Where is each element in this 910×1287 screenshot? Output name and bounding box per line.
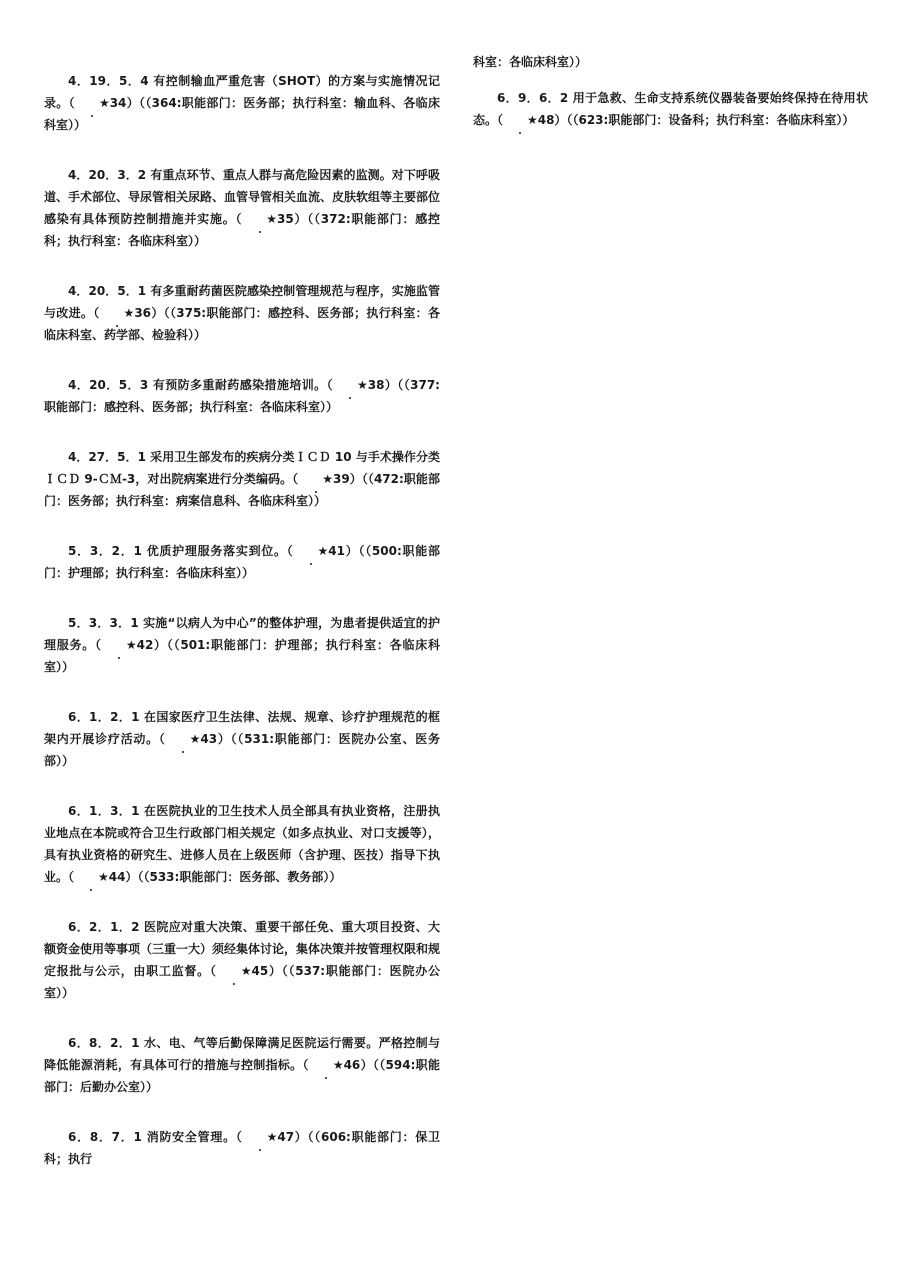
item-text: 4．19．5．4 有控制输血严重危害（SHOT）的方案与实施情况记录。（ bbox=[44, 74, 440, 110]
star-icon: ★ bbox=[503, 109, 538, 131]
star-icon: ★ bbox=[298, 468, 333, 490]
item-text: 6．1．2．1 在国家医疗卫生法律、法规、规章、诊疗护理规范的框架内开展诊疗活动。（ bbox=[44, 710, 440, 746]
standard-item bbox=[44, 164, 440, 252]
item-reference: 38）（（377:职能部门：感控科、医务部；执行科室：各临床科室）） bbox=[44, 378, 440, 414]
standard-item bbox=[44, 612, 440, 678]
star-icon: ★ bbox=[75, 92, 110, 114]
standard-item bbox=[44, 916, 440, 1004]
standard-item bbox=[44, 70, 440, 136]
item-reference: 39）（（472:职能部门：医务部；执行科室：病案信息科、各临床科室）） bbox=[44, 472, 440, 508]
star-icon: ★ bbox=[166, 728, 201, 750]
item-text: 6．9．6．2 用于急救、生命支持系统仪器装备要始终保持在待用状态。（ bbox=[473, 91, 868, 127]
item-reference: 36）（（375:职能部门：感控科、医务部；执行科室：各临床科室、药学部、检验科）） bbox=[44, 306, 440, 342]
star-icon: ★ bbox=[309, 1054, 344, 1076]
star-icon: ★ bbox=[243, 1126, 278, 1148]
standard-item bbox=[44, 1126, 440, 1170]
item-reference: 46）（（594:职能部门：后勤办公室）） bbox=[44, 1058, 440, 1094]
item-text: 6．1．3．1 在医院执业的卫生技术人员全部具有执业资格，注册执业地点在本院或符合卫生行政部门相关规定（如多点执业、对口支援等），具有执业资格的研究生、进修人员在上级医师（含护理、医技）指导下执业。（ bbox=[44, 804, 440, 884]
continuation-text: 科室：各临床科室）） bbox=[473, 55, 588, 69]
star-icon: ★ bbox=[242, 208, 277, 230]
standard-item bbox=[44, 1032, 440, 1098]
standard-item bbox=[44, 540, 440, 584]
left-column bbox=[44, 70, 440, 1198]
item-reference: 43）（（531:职能部门：医院办公室、医务部）） bbox=[44, 732, 440, 768]
standard-item bbox=[473, 87, 868, 131]
standard-item bbox=[44, 446, 440, 512]
item-reference: 45）（（537:职能部门：医院办公室）） bbox=[44, 964, 440, 1000]
item-reference: 35）（（372:职能部门：感控科；执行科室：各临床科室）） bbox=[44, 212, 440, 248]
item-reference: 47）（（606:职能部门：保卫科；执行 bbox=[44, 1130, 440, 1166]
item-reference: 42）（（501:职能部门：护理部；执行科室：各临床科室）） bbox=[44, 638, 440, 674]
item-text: 4．27．5．1 采用卫生部发布的疾病分类ＩＣＤ 10 与手术操作分类ＩＣＤ 9-ＣＭ-3，对出院病案进行分类编码。（ bbox=[44, 450, 440, 486]
item-text: 4．20．5．3 有预防多重耐药感染措施培训。（ bbox=[68, 378, 334, 392]
item-reference: 34）（（364:职能部门：医务部；执行科室：输血科、各临床科室）） bbox=[44, 96, 440, 132]
star-icon: ★ bbox=[294, 540, 329, 562]
standard-item bbox=[44, 800, 440, 888]
star-icon: ★ bbox=[102, 634, 137, 656]
item-text: 6．8．7．1 消防安全管理。（ bbox=[68, 1130, 243, 1144]
item-reference: 41）（（500:职能部门：护理部；执行科室：各临床科室）） bbox=[44, 544, 440, 580]
star-icon: ★ bbox=[100, 302, 135, 324]
standard-item bbox=[44, 280, 440, 346]
item-text: 6．2．1．2 医院应对重大决策、重要干部任免、重大项目投资、大额资金使用等事项（三重一大）须经集体讨论，集体决策并按管理权限和规定报批与公示，由职工监督。（ bbox=[44, 920, 441, 978]
item-reference: 48）（（623:职能部门：设备科；执行科室：各临床科室）） bbox=[537, 113, 855, 127]
standard-item bbox=[44, 374, 440, 418]
star-icon: ★ bbox=[333, 374, 368, 396]
item-text: 5．3．3．1 实施“以病人为中心”的整体护理，为患者提供适宜的护理服务。（ bbox=[44, 616, 440, 652]
standard-item bbox=[44, 706, 440, 772]
star-icon: ★ bbox=[217, 960, 252, 982]
item-text: 4．20．5．1 有多重耐药菌医院感染控制管理规范与程序，实施监管与改进。（ bbox=[44, 284, 440, 320]
right-column bbox=[473, 51, 868, 159]
item-text: 4．20．3．2 有重点环节、重点人群与高危险因素的监测。对下呼吸道、手术部位、导尿管相关尿路、血管导管相关血流、皮肤软组等主要部位感染有具体预防控制措施并实施。（ bbox=[44, 168, 441, 226]
item-text: 6．8．2．1 水、电、气等后勤保障满足医院运行需要。严格控制与降低能源消耗，有具体可行的措施与控制指标。（ bbox=[44, 1036, 440, 1072]
item-text: 5．3．2．1 优质护理服务落实到位。（ bbox=[68, 544, 294, 558]
star-icon: ★ bbox=[74, 866, 109, 888]
item-reference: 44）（（533:职能部门：医务部、教务部）） bbox=[108, 870, 342, 884]
